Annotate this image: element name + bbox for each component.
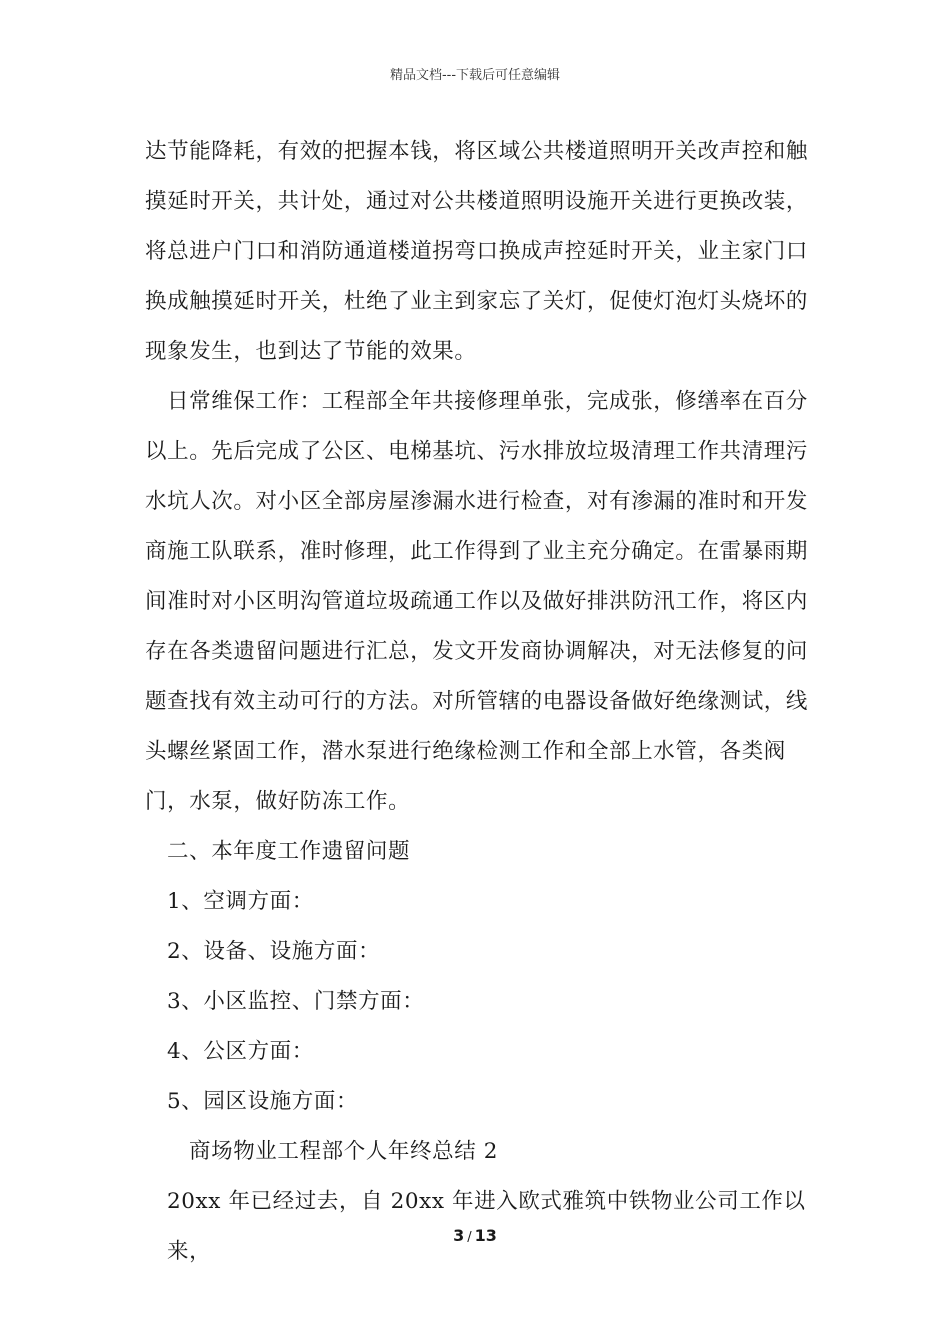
- page-header: 精品文档---下载后可任意编辑: [389, 68, 561, 83]
- list-item-2: 2、设备、设施方面：: [167, 939, 381, 964]
- list-item-3: 3、小区监控、门禁方面：: [167, 989, 425, 1014]
- list-item-1: 1、空调方面：: [167, 889, 314, 914]
- page-number: [0, 1226, 950, 1245]
- current-page: 3: [453, 1226, 465, 1245]
- paragraph-daily-maintenance: 日常维保工作：工程部全年共接修理单张，完成张，修缮率在百分以上。先后完成了公区、电梯基坑、污水排放垃圾清理工作共清理污水坑人次。对小区全部房屋渗漏水进行检查，对有渗漏的准时和开发商施工队联系，准时修理，此工作得到了业主充分确定。在雷暴雨期间准时对小区明沟管道垃圾疏通工作以及做好排洪防汛工作，将区内存在各类遗留问题进行汇总，发文开发商协调解决，对无法修复的问题查找有效主动可行的方法。对所管辖的电器设备做好绝缘测试，线头螺丝紧固工作，潜水泵进行绝缘检测工作和全部上水管，各类阀门，水泵，做好防冻工作。: [145, 389, 809, 814]
- document-subtitle: 商场物业工程部个人年终总结 2: [189, 1139, 499, 1164]
- document-body: [145, 127, 815, 1277]
- list-item-5: 5、园区设施方面：: [167, 1089, 359, 1114]
- page-separator: /: [467, 1230, 472, 1245]
- paragraph-intro: 20xx 年已经过去，自 20xx 年进入欧式雅筑中铁物业公司工作以来，: [167, 1189, 806, 1264]
- paragraph-energy-saving: 达节能降耗，有效的把握本钱，将区域公共楼道照明开关改声控和触摸延时开关，共计处，通过对公共楼道照明设施开关进行更换改装，将总进户门口和消防通道楼道拐弯口换成声控延时开关，业主家门口换成触摸延时开关，杜绝了业主到家忘了关灯，促使灯泡灯头烧坏的现象发生，也到达了节能的效果。: [145, 139, 809, 364]
- total-pages: 13: [474, 1226, 497, 1245]
- list-item-4: 4、公区方面：: [167, 1039, 314, 1064]
- section-heading: 二、本年度工作遗留问题: [167, 839, 411, 864]
